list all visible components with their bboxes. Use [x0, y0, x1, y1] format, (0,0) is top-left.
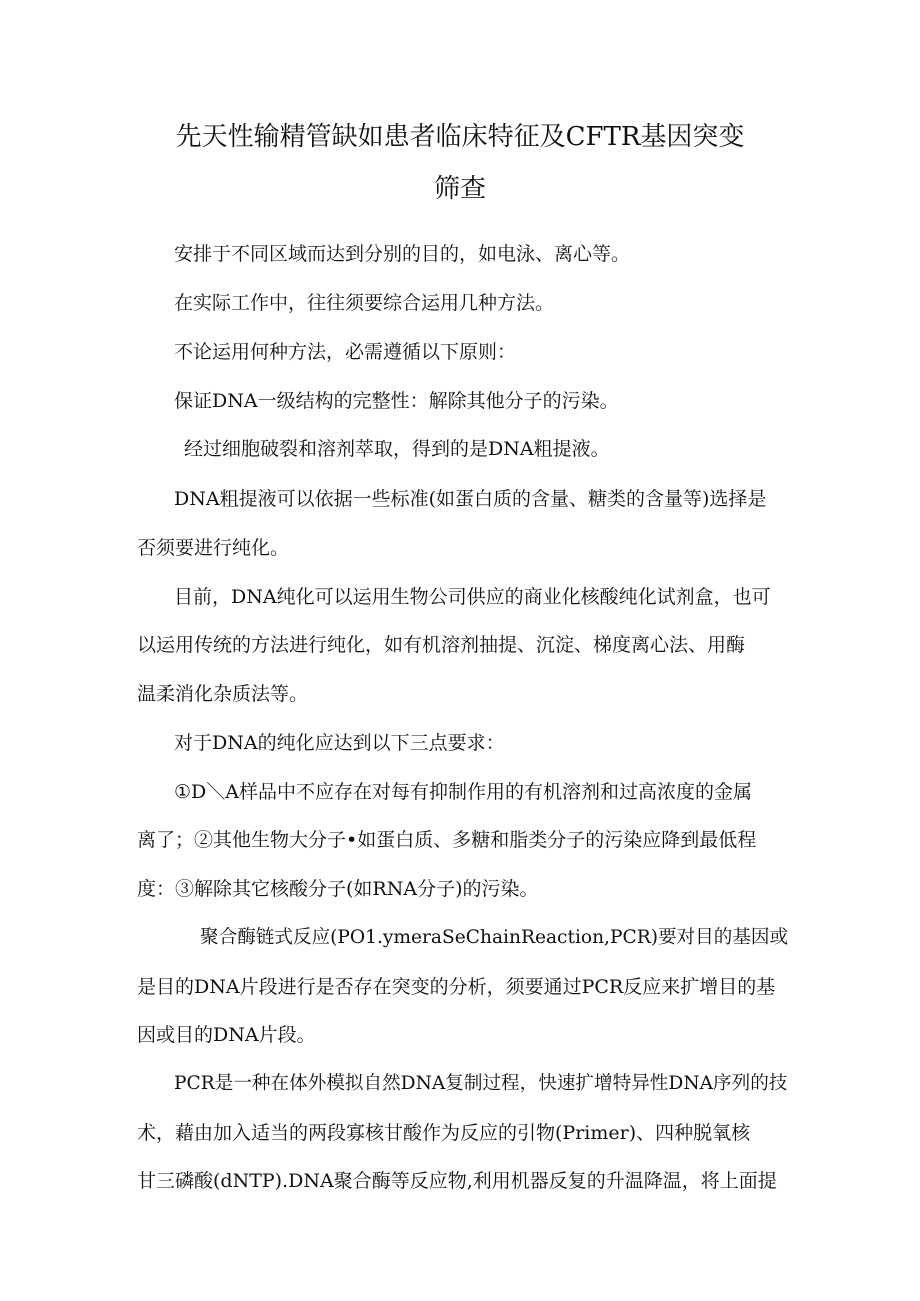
- paragraph-line: 保证DNA一级结构的完整性：解除其他分子的污染。: [174, 390, 619, 412]
- paragraph-line: 度：③解除其它核酸分子(如RNA分子)的污染。: [137, 878, 539, 900]
- paragraph-line: DNA粗提液可以依据一些标准(如蛋白质的含量、糖类的含量等)选择是: [174, 488, 767, 510]
- paragraph-line: 目前，DNA纯化可以运用生物公司供应的商业化核酸纯化试剂盒，也可: [174, 586, 771, 608]
- paragraph-line: 经过细胞破裂和溶剂萃取，得到的是DNA粗提液。: [184, 438, 610, 460]
- paragraph-line: 因或目的DNA片段。: [137, 1024, 316, 1046]
- document-title-line-1: 先天性输精管缺如患者临床特征及CFTR基因突变: [175, 122, 745, 152]
- document-title-line-2: 筛查: [433, 174, 486, 204]
- paragraph-line: ①D＼A样品中不应存在对每有抑制作用的有机溶剂和过高浓度的金属: [174, 781, 752, 803]
- paragraph-line: 对于DNA的纯化应达到以下三点要求：: [174, 732, 505, 754]
- paragraph-line: 甘三磷酸(dNTP).DNA聚合酶等反应物,利用机器反复的升温降温，将上面提: [137, 1170, 777, 1192]
- paragraph-line: 温柔消化杂质法等。: [137, 683, 309, 705]
- paragraph-line: 安排于不同区域而达到分别的目的，如电泳、离心等。: [174, 243, 631, 265]
- paragraph-line: 否须要进行纯化。: [137, 537, 290, 559]
- paragraph-line: 聚合酶链式反应(PO1.ymeraSeChainReaction,PCR)要对目的基因或: [200, 927, 789, 948]
- paragraph-line: 离了；②其他生物大分子•如蛋白质、多糖和脂类分子的污染应降到最低程: [137, 829, 757, 851]
- paragraph-line: 以运用传统的方法进行纯化，如有机溶剂抽提、沉淀、梯度离心法、用酶: [137, 634, 746, 656]
- paragraph-line: PCR是一种在体外模拟自然DNA复制过程，快速扩增特异性DNA序列的技: [174, 1073, 788, 1094]
- paragraph-line: 在实际工作中，往往须要综合运用几种方法。: [174, 292, 555, 314]
- paragraph-line: 是目的DNA片段进行是否存在突变的分析，须要通过PCR反应来扩增目的基: [137, 976, 776, 998]
- paragraph-line: 术，藉由加入适当的两段寡核甘酸作为反应的引物(Primer)、四种脱氧核: [137, 1122, 751, 1144]
- paragraph-line: 不论运用何种方法，必需遵循以下原则：: [174, 341, 517, 363]
